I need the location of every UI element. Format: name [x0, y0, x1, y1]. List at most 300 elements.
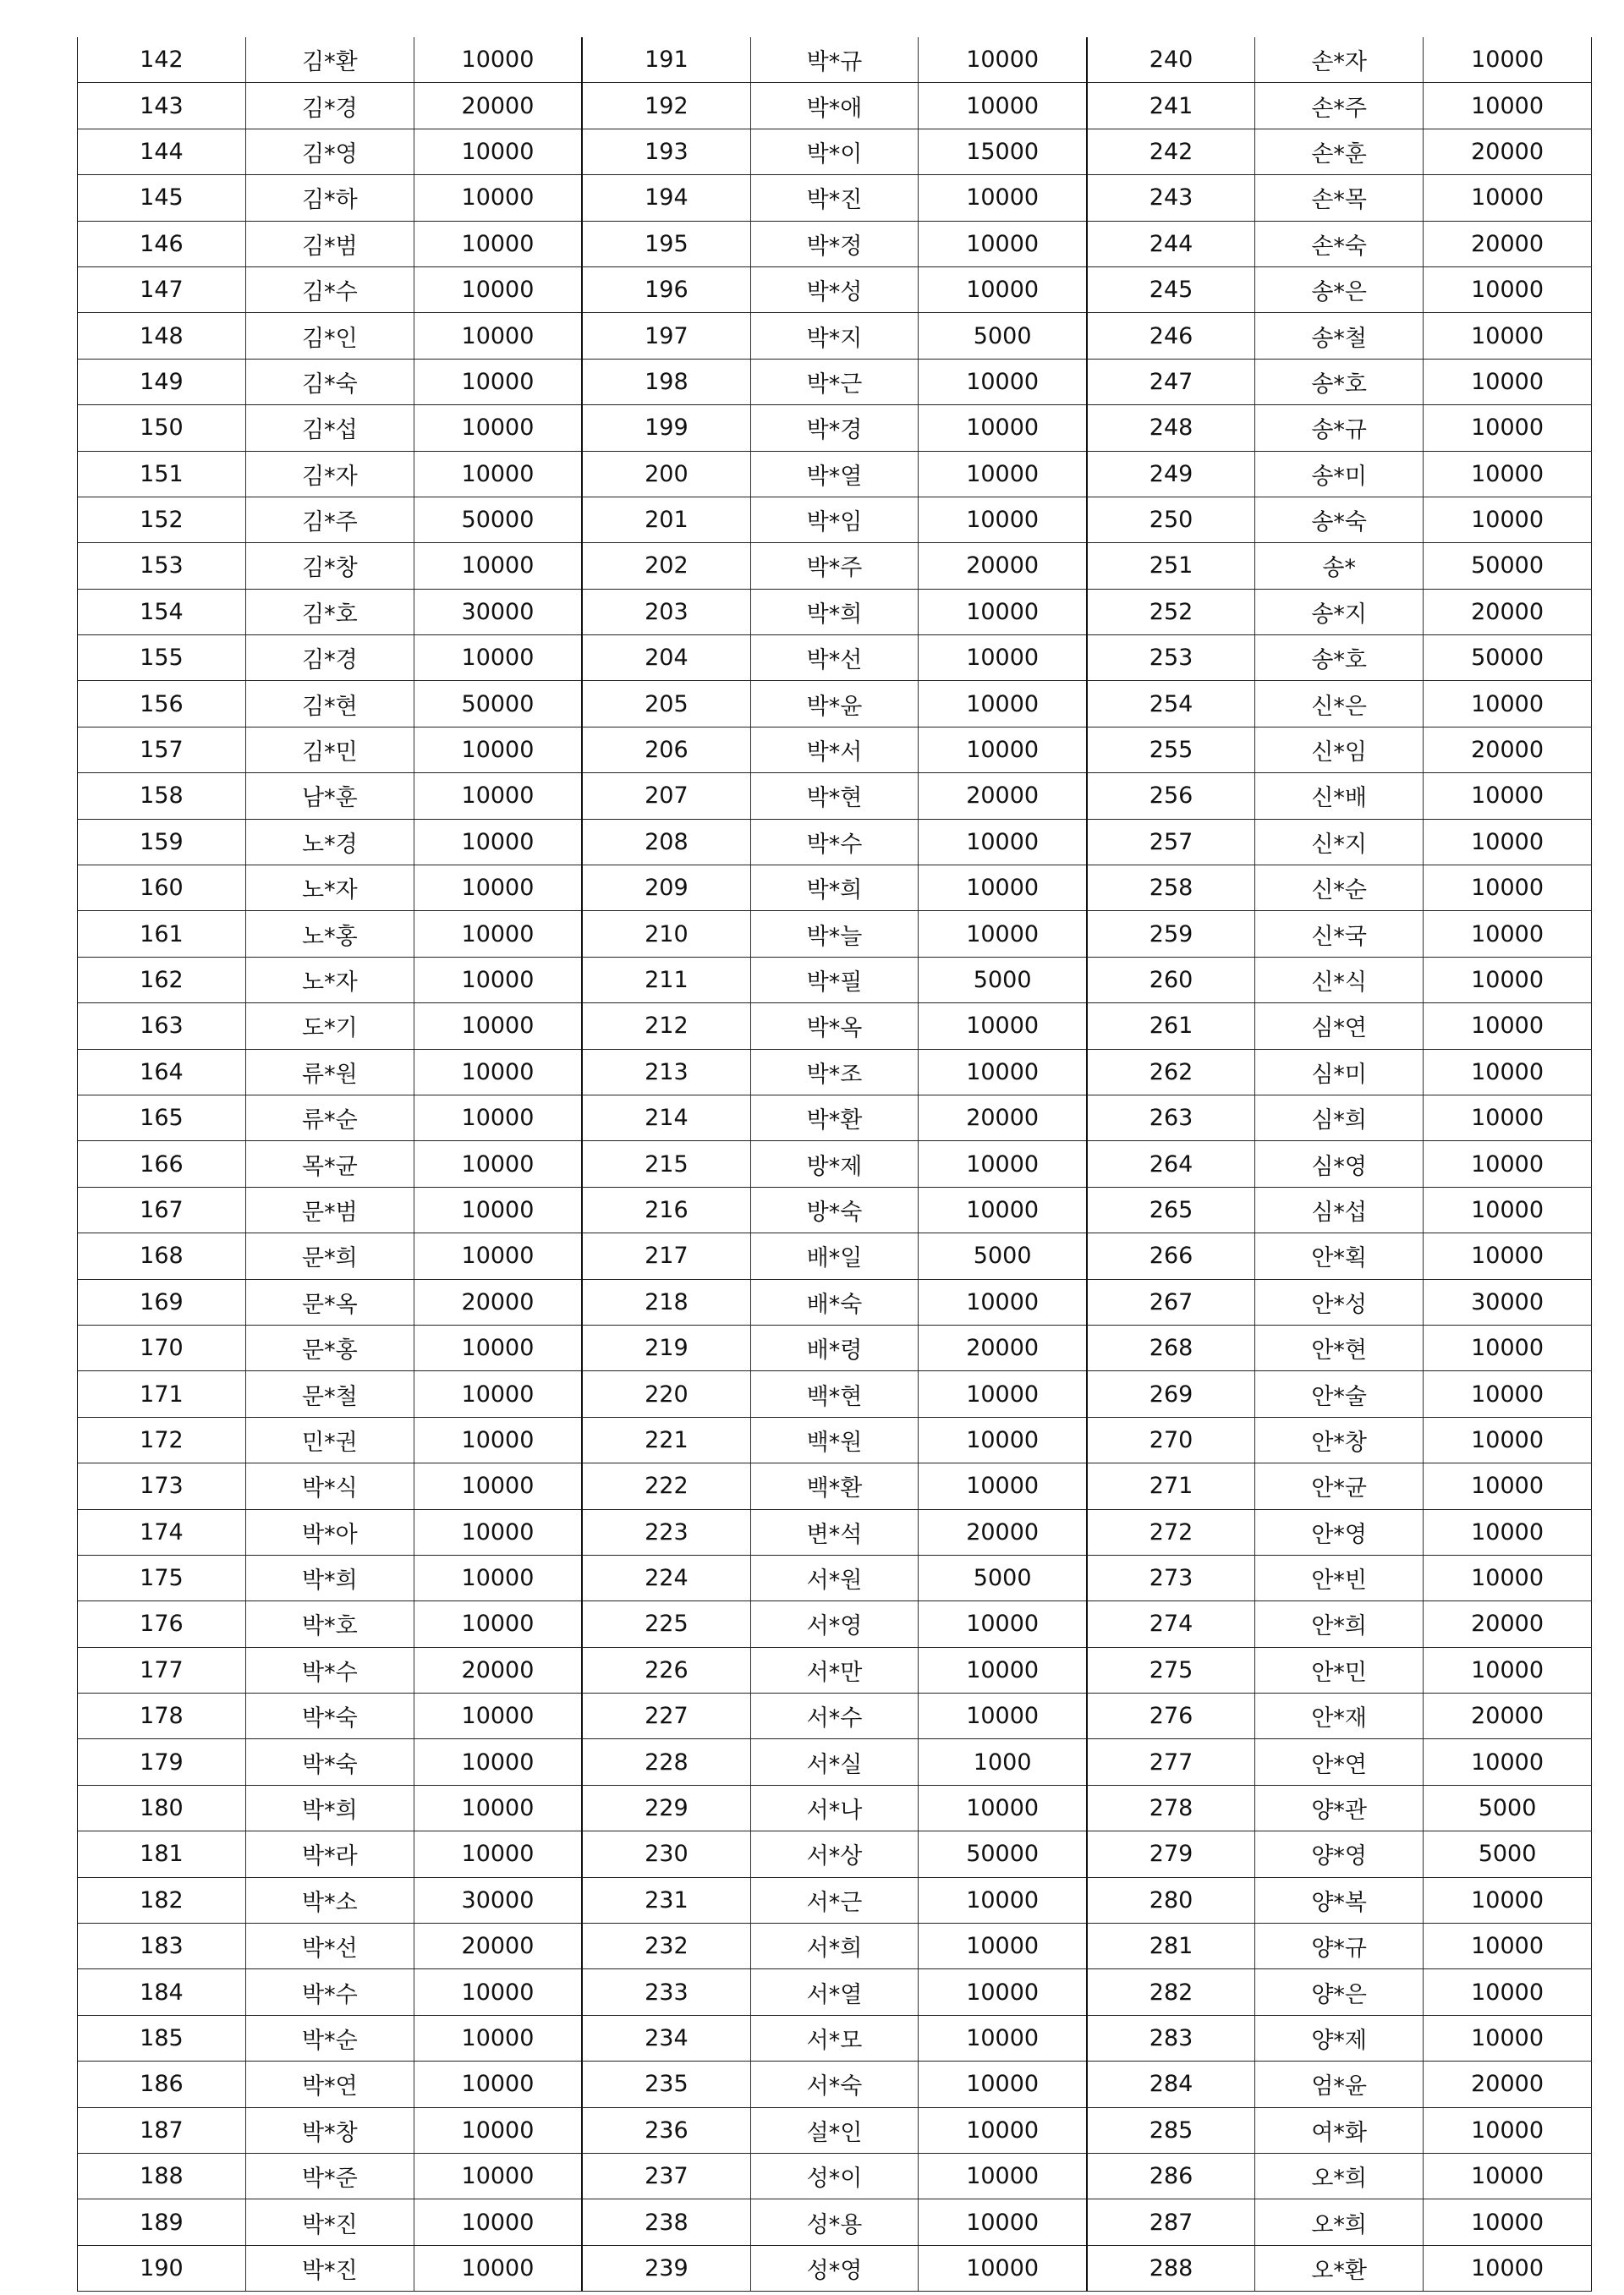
donor-name: 서*열	[750, 1969, 919, 2015]
entry-number: 212	[582, 1003, 750, 1049]
entry-number: 188	[78, 2153, 246, 2199]
donor-name: 김*민	[245, 727, 414, 772]
donor-name: 박*식	[245, 1463, 414, 1509]
entry-number: 148	[78, 313, 246, 359]
donation-amount: 20000	[1424, 1601, 1592, 1647]
donation-amount: 10000	[414, 221, 582, 266]
donation-amount: 10000	[919, 1417, 1087, 1463]
donation-amount: 10000	[1424, 2015, 1592, 2061]
donation-amount: 20000	[1424, 589, 1592, 634]
donor-name: 서*근	[750, 1877, 919, 1923]
entry-number: 213	[582, 1049, 750, 1095]
entry-number: 209	[582, 865, 750, 911]
donation-amount: 10000	[1424, 1187, 1592, 1233]
donation-amount: 10000	[919, 497, 1087, 542]
donor-name: 박*조	[750, 1049, 919, 1095]
table-row	[78, 1095, 1592, 1140]
entry-number: 159	[78, 819, 246, 865]
donor-name: 문*홍	[245, 1325, 414, 1370]
entry-number: 257	[1087, 819, 1255, 865]
table-row	[78, 865, 1592, 911]
entry-number: 142	[78, 37, 246, 83]
entry-number: 196	[582, 266, 750, 312]
donation-amount: 10000	[1424, 405, 1592, 451]
entry-number: 221	[582, 1417, 750, 1463]
table-row	[78, 1877, 1592, 1923]
table-row	[78, 405, 1592, 451]
donor-name: 박*숙	[245, 1694, 414, 1739]
donation-amount: 20000	[919, 1509, 1087, 1555]
entry-number: 156	[78, 681, 246, 727]
donation-amount: 20000	[414, 83, 582, 129]
donor-name: 박*서	[750, 727, 919, 772]
donor-name: 박*희	[245, 1555, 414, 1600]
donor-list-table	[77, 37, 1592, 2292]
table-row	[78, 957, 1592, 1002]
donor-name: 배*일	[750, 1233, 919, 1279]
donor-name: 박*선	[750, 635, 919, 681]
table-row	[78, 2015, 1592, 2061]
donor-name: 손*주	[1255, 83, 1424, 129]
donation-amount: 50000	[1424, 635, 1592, 681]
donor-name: 백*현	[750, 1371, 919, 1417]
entry-number: 288	[1087, 2245, 1255, 2291]
entry-number: 217	[582, 1233, 750, 1279]
entry-number: 225	[582, 1601, 750, 1647]
donation-amount: 10000	[414, 727, 582, 772]
donor-name: 양*복	[1255, 1877, 1424, 1923]
donation-amount: 10000	[1424, 1877, 1592, 1923]
donation-amount: 10000	[414, 2153, 582, 2199]
donation-amount: 10000	[414, 405, 582, 451]
donor-name: 여*화	[1255, 2107, 1424, 2153]
donation-amount: 10000	[1424, 451, 1592, 497]
donor-name: 김*자	[245, 451, 414, 497]
donor-name: 노*경	[245, 819, 414, 865]
table-row	[78, 1831, 1592, 1877]
donor-name: 박*성	[750, 266, 919, 312]
donor-name: 노*홍	[245, 911, 414, 957]
donor-name: 안*현	[1255, 1325, 1424, 1370]
donation-amount: 10000	[414, 819, 582, 865]
donor-name: 송*규	[1255, 405, 1424, 451]
entry-number: 229	[582, 1785, 750, 1831]
table-row	[78, 1924, 1592, 1969]
donor-name: 서*영	[750, 1601, 919, 1647]
donor-name: 박*지	[750, 313, 919, 359]
donor-name: 김*현	[245, 681, 414, 727]
entry-number: 226	[582, 1647, 750, 1693]
donor-name: 박*필	[750, 957, 919, 1002]
entry-number: 189	[78, 2199, 246, 2245]
entry-number: 184	[78, 1969, 246, 2015]
entry-number: 151	[78, 451, 246, 497]
table-row	[78, 681, 1592, 727]
donation-amount: 10000	[1424, 2107, 1592, 2153]
donation-amount: 10000	[919, 1785, 1087, 1831]
donation-amount: 10000	[919, 1647, 1087, 1693]
entry-number: 200	[582, 451, 750, 497]
table-row	[78, 589, 1592, 634]
table-row	[78, 2245, 1592, 2291]
donation-amount: 10000	[414, 1739, 582, 1785]
table-row	[78, 1694, 1592, 1739]
table-row	[78, 911, 1592, 957]
donation-amount: 10000	[414, 1555, 582, 1600]
donation-amount: 30000	[414, 589, 582, 634]
donation-amount: 10000	[1424, 1371, 1592, 1417]
donor-name: 변*석	[750, 1509, 919, 1555]
donor-name: 양*제	[1255, 2015, 1424, 2061]
donation-amount: 10000	[1424, 1417, 1592, 1463]
donor-name: 신*배	[1255, 773, 1424, 819]
entry-number: 166	[78, 1141, 246, 1187]
donor-name: 서*원	[750, 1555, 919, 1600]
entry-number: 171	[78, 1371, 246, 1417]
table-row	[78, 129, 1592, 174]
donor-name: 성*용	[750, 2199, 919, 2245]
donation-amount: 10000	[1424, 1233, 1592, 1279]
entry-number: 286	[1087, 2153, 1255, 2199]
donation-amount: 15000	[919, 129, 1087, 174]
donor-name: 김*숙	[245, 359, 414, 404]
donor-name: 안*균	[1255, 1463, 1424, 1509]
donor-name: 배*령	[750, 1325, 919, 1370]
entry-number: 237	[582, 2153, 750, 2199]
donation-amount: 10000	[919, 175, 1087, 221]
entry-number: 232	[582, 1924, 750, 1969]
entry-number: 219	[582, 1325, 750, 1370]
entry-number: 251	[1087, 543, 1255, 589]
donation-amount: 10000	[919, 2107, 1087, 2153]
donation-amount: 5000	[919, 1233, 1087, 1279]
entry-number: 164	[78, 1049, 246, 1095]
entry-number: 259	[1087, 911, 1255, 957]
donation-amount: 10000	[414, 1831, 582, 1877]
donor-name: 김*섭	[245, 405, 414, 451]
entry-number: 172	[78, 1417, 246, 1463]
entry-number: 267	[1087, 1279, 1255, 1325]
donor-name: 박*소	[245, 1877, 414, 1923]
donation-amount: 10000	[414, 543, 582, 589]
donation-amount: 20000	[919, 773, 1087, 819]
donation-amount: 10000	[414, 313, 582, 359]
table-row	[78, 1969, 1592, 2015]
donor-name: 양*은	[1255, 1969, 1424, 2015]
entry-number: 258	[1087, 865, 1255, 911]
donation-amount: 10000	[919, 589, 1087, 634]
donation-amount: 10000	[1424, 1969, 1592, 2015]
donor-name: 김*경	[245, 83, 414, 129]
donor-name: 김*인	[245, 313, 414, 359]
donor-name: 박*윤	[750, 681, 919, 727]
donation-amount: 50000	[414, 681, 582, 727]
donor-name: 서*실	[750, 1739, 919, 1785]
entry-number: 240	[1087, 37, 1255, 83]
donor-name: 박*순	[245, 2015, 414, 2061]
table-row	[78, 773, 1592, 819]
donation-amount: 10000	[919, 2015, 1087, 2061]
donor-name: 박*연	[245, 2062, 414, 2107]
entry-number: 210	[582, 911, 750, 957]
donation-amount: 10000	[919, 2062, 1087, 2107]
entry-number: 207	[582, 773, 750, 819]
entry-number: 198	[582, 359, 750, 404]
entry-number: 262	[1087, 1049, 1255, 1095]
donation-amount: 20000	[919, 1095, 1087, 1140]
entry-number: 187	[78, 2107, 246, 2153]
entry-number: 269	[1087, 1371, 1255, 1417]
entry-number: 197	[582, 313, 750, 359]
donor-name: 신*국	[1255, 911, 1424, 957]
donation-amount: 10000	[919, 727, 1087, 772]
donor-name: 심*영	[1255, 1141, 1424, 1187]
donation-amount: 10000	[414, 1003, 582, 1049]
entry-number: 152	[78, 497, 246, 542]
entry-number: 161	[78, 911, 246, 957]
donation-amount: 10000	[1424, 1325, 1592, 1370]
donor-name: 서*수	[750, 1694, 919, 1739]
donor-name: 박*진	[245, 2199, 414, 2245]
donation-amount: 10000	[414, 1095, 582, 1140]
donor-name: 박*애	[750, 83, 919, 129]
table-row	[78, 1509, 1592, 1555]
donation-amount: 10000	[1424, 175, 1592, 221]
entry-number: 214	[582, 1095, 750, 1140]
entry-number: 236	[582, 2107, 750, 2153]
donor-name: 박*수	[245, 1969, 414, 2015]
donation-amount: 10000	[1424, 37, 1592, 83]
donation-amount: 5000	[919, 313, 1087, 359]
donation-amount: 10000	[414, 2062, 582, 2107]
entry-number: 177	[78, 1647, 246, 1693]
entry-number: 204	[582, 635, 750, 681]
donation-amount: 30000	[414, 1877, 582, 1923]
entry-number: 147	[78, 266, 246, 312]
donor-name: 박*근	[750, 359, 919, 404]
donation-amount: 10000	[919, 681, 1087, 727]
donation-amount: 10000	[414, 2015, 582, 2061]
donation-amount: 10000	[1424, 1555, 1592, 1600]
donation-amount: 10000	[414, 1325, 582, 1370]
donor-name: 송*철	[1255, 313, 1424, 359]
entry-number: 155	[78, 635, 246, 681]
donation-amount: 10000	[919, 911, 1087, 957]
entry-number: 195	[582, 221, 750, 266]
table-row	[78, 1417, 1592, 1463]
entry-number: 154	[78, 589, 246, 634]
entry-number: 162	[78, 957, 246, 1002]
donation-amount: 5000	[1424, 1785, 1592, 1831]
entry-number: 260	[1087, 957, 1255, 1002]
donor-name: 양*규	[1255, 1924, 1424, 1969]
entry-number: 252	[1087, 589, 1255, 634]
entry-number: 243	[1087, 175, 1255, 221]
entry-number: 275	[1087, 1647, 1255, 1693]
table-row	[78, 727, 1592, 772]
entry-number: 287	[1087, 2199, 1255, 2245]
entry-number: 228	[582, 1739, 750, 1785]
donation-amount: 10000	[414, 911, 582, 957]
donation-amount: 10000	[919, 37, 1087, 83]
donor-name: 안*재	[1255, 1694, 1424, 1739]
donor-name: 박*환	[750, 1095, 919, 1140]
entry-number: 143	[78, 83, 246, 129]
donation-amount: 10000	[1424, 1049, 1592, 1095]
donor-name: 안*술	[1255, 1371, 1424, 1417]
table-row	[78, 1141, 1592, 1187]
entry-number: 167	[78, 1187, 246, 1233]
donation-amount: 10000	[919, 635, 1087, 681]
donor-name: 서*만	[750, 1647, 919, 1693]
donor-name: 박*창	[245, 2107, 414, 2153]
table-row	[78, 1463, 1592, 1509]
donor-name: 서*모	[750, 2015, 919, 2061]
entry-number: 191	[582, 37, 750, 83]
donor-name: 안*민	[1255, 1647, 1424, 1693]
entry-number: 175	[78, 1555, 246, 1600]
entry-number: 182	[78, 1877, 246, 1923]
donor-name: 박*열	[750, 451, 919, 497]
table-row	[78, 819, 1592, 865]
entry-number: 173	[78, 1463, 246, 1509]
donation-amount: 10000	[414, 266, 582, 312]
entry-number: 190	[78, 2245, 246, 2291]
donor-name: 김*범	[245, 221, 414, 266]
table-row	[78, 1555, 1592, 1600]
donor-name: 서*나	[750, 1785, 919, 1831]
entry-number: 220	[582, 1371, 750, 1417]
entry-number: 254	[1087, 681, 1255, 727]
donation-amount: 10000	[414, 1463, 582, 1509]
table-body	[78, 37, 1592, 2292]
entry-number: 255	[1087, 727, 1255, 772]
donation-amount: 10000	[919, 451, 1087, 497]
table-row	[78, 1049, 1592, 1095]
donor-name: 송*숙	[1255, 497, 1424, 542]
donation-amount: 10000	[919, 1279, 1087, 1325]
donation-amount: 10000	[414, 2199, 582, 2245]
donor-name: 문*옥	[245, 1279, 414, 1325]
donor-name: 송*은	[1255, 266, 1424, 312]
donor-name: 박*규	[750, 37, 919, 83]
entry-number: 261	[1087, 1003, 1255, 1049]
donation-amount: 10000	[1424, 2199, 1592, 2245]
donation-amount: 10000	[1424, 83, 1592, 129]
donor-name: 류*원	[245, 1049, 414, 1095]
entry-number: 247	[1087, 359, 1255, 404]
donation-amount: 10000	[1424, 1463, 1592, 1509]
donor-name: 백*원	[750, 1417, 919, 1463]
donation-amount: 10000	[414, 2245, 582, 2291]
entry-number: 256	[1087, 773, 1255, 819]
donor-name: 박*희	[750, 589, 919, 634]
entry-number: 202	[582, 543, 750, 589]
entry-number: 268	[1087, 1325, 1255, 1370]
entry-number: 160	[78, 865, 246, 911]
entry-number: 150	[78, 405, 246, 451]
donor-name: 박*진	[245, 2245, 414, 2291]
donation-amount: 10000	[1424, 1647, 1592, 1693]
donation-amount: 10000	[1424, 773, 1592, 819]
table-row	[78, 83, 1592, 129]
donation-amount: 10000	[1424, 359, 1592, 404]
entry-number: 282	[1087, 1969, 1255, 2015]
donor-name: 민*권	[245, 1417, 414, 1463]
entry-number: 146	[78, 221, 246, 266]
donor-name: 박*정	[750, 221, 919, 266]
donation-amount: 50000	[919, 1831, 1087, 1877]
entry-number: 169	[78, 1279, 246, 1325]
entry-number: 284	[1087, 2062, 1255, 2107]
donation-amount: 10000	[919, 1969, 1087, 2015]
entry-number: 271	[1087, 1463, 1255, 1509]
entry-number: 266	[1087, 1233, 1255, 1279]
table-row	[78, 451, 1592, 497]
donor-name: 손*훈	[1255, 129, 1424, 174]
donor-name: 송*	[1255, 543, 1424, 589]
entry-number: 208	[582, 819, 750, 865]
entry-number: 176	[78, 1601, 246, 1647]
entry-number: 273	[1087, 1555, 1255, 1600]
donation-amount: 10000	[414, 37, 582, 83]
donation-amount: 10000	[919, 359, 1087, 404]
donation-amount: 10000	[919, 1463, 1087, 1509]
entry-number: 206	[582, 727, 750, 772]
donation-amount: 20000	[1424, 2062, 1592, 2107]
donor-name: 목*균	[245, 1141, 414, 1187]
donor-name: 서*희	[750, 1924, 919, 1969]
donation-amount: 10000	[414, 1417, 582, 1463]
donor-name: 노*자	[245, 865, 414, 911]
donor-name: 문*희	[245, 1233, 414, 1279]
entry-number: 179	[78, 1739, 246, 1785]
donation-amount: 10000	[414, 1049, 582, 1095]
entry-number: 205	[582, 681, 750, 727]
donation-amount: 10000	[1424, 1003, 1592, 1049]
donation-amount: 10000	[919, 1003, 1087, 1049]
donation-amount: 10000	[414, 773, 582, 819]
donation-amount: 10000	[919, 1371, 1087, 1417]
entry-number: 234	[582, 2015, 750, 2061]
donor-name: 심*희	[1255, 1095, 1424, 1140]
donation-amount: 10000	[919, 1924, 1087, 1969]
donor-name: 신*순	[1255, 865, 1424, 911]
entry-number: 238	[582, 2199, 750, 2245]
table-row	[78, 313, 1592, 359]
entry-number: 248	[1087, 405, 1255, 451]
table-row	[78, 175, 1592, 221]
entry-number: 244	[1087, 221, 1255, 266]
entry-number: 224	[582, 1555, 750, 1600]
donor-name: 서*숙	[750, 2062, 919, 2107]
donor-name: 양*영	[1255, 1831, 1424, 1877]
donor-name: 신*임	[1255, 727, 1424, 772]
entry-number: 145	[78, 175, 246, 221]
donation-amount: 10000	[414, 1969, 582, 2015]
entry-number: 193	[582, 129, 750, 174]
entry-number: 277	[1087, 1739, 1255, 1785]
donation-amount: 20000	[1424, 221, 1592, 266]
entry-number: 233	[582, 1969, 750, 2015]
donation-amount: 10000	[919, 819, 1087, 865]
donor-name: 박*아	[245, 1509, 414, 1555]
table-row	[78, 543, 1592, 589]
table-row	[78, 1647, 1592, 1693]
donor-name: 김*창	[245, 543, 414, 589]
donor-name: 노*자	[245, 957, 414, 1002]
donor-name: 박*경	[750, 405, 919, 451]
